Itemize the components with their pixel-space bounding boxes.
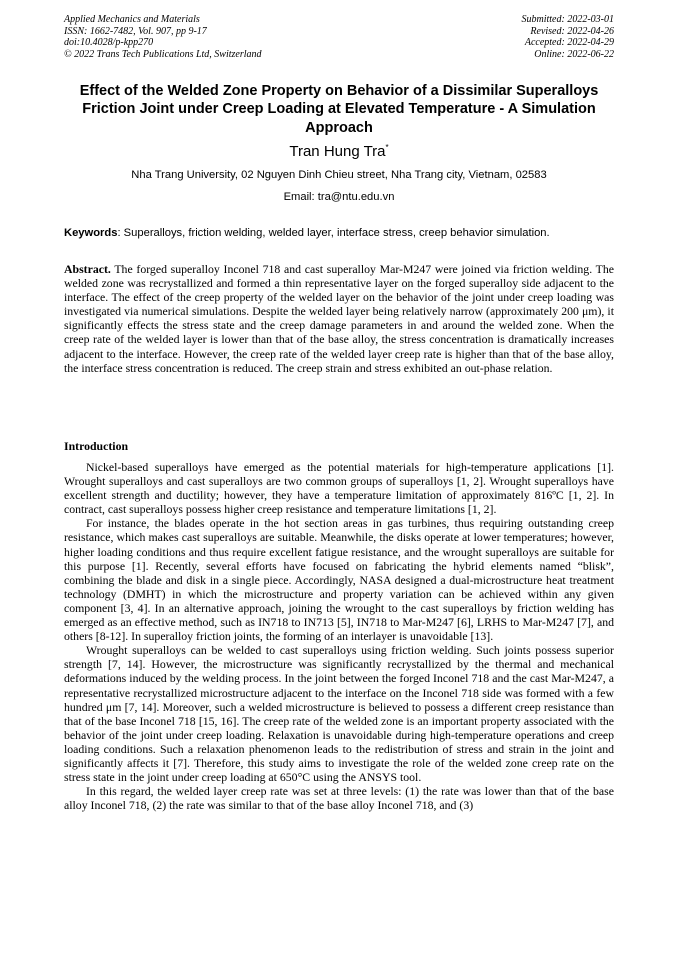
author-email: Email: tra@ntu.edu.vn — [283, 191, 395, 203]
paper-title: Effect of the Welded Zone Property on Behavior of a Dissimilar Superalloys Friction Joint under Creep Loading at Elevated Temperature - A Simulation Approach — [79, 83, 599, 136]
keywords — [64, 226, 616, 240]
abstract-text: The forged superalloy Inconel 718 and cast superalloy Mar-M247 were joined via friction welding. The welded zone was recrystallized and formed a thin representative layer on the forged superalloy side adjacent to the interface. The effect of the creep property of the welded layer on the behavior of the joint under creep loading was investigated via numerical simulations. Despite the welded layer being relatively narrow (approximately 200 μm), it significantly effects the stress state and the creep damage parameters in and around the welded zone. When the creep rate of the welded layer is lower than that of the base alloy, the stress concentration is dramatically increases adjacent to the interface. However, the creep rate of the welded layer creep rate is higher than that of the base alloy, the interface stress concentration is reduced. The creep strain and stress exhibited an out-phase relation. — [64, 262, 614, 375]
date-submitted: Submitted: 2022-03-01 — [521, 14, 614, 25]
abstract-label: Abstract. — [64, 262, 111, 276]
section-heading-introduction: Introduction — [64, 439, 129, 453]
intro-paragraph: Wrought superalloys can be welded to cast superalloys using friction welding. Such joints possess superior strength [7, 14]. However, the microstructure was significantly recrystallized by the thermal and mechanical deformations induced by the welding process. In the joint between the forged Inconel 718 and the cast Mar-M247, a representative recrystallized microstructure adjacent to the interface on the Inconel 718 side was formed with a few hundred μm [7, 14]. Moreover, such a welded microstructure is believed to possess a different creep resistance than that of the base Inconel 718 [15, 16]. The creep rate of the welded zone is an important property associated with the behavior of the joint under creep loading. Relaxation is unavoidable during high-temperature operations and creep loading conditions. Such a relaxation phenomenon leads to the redistribution of stress and strain in the joint and significantly affects it [7]. Therefore, this study aims to investigate the role of the welded zone creep rate on the stress state in the joint under creep loading at 650°C using the ANSYS tool. — [64, 643, 614, 785]
intro-paragraph: For instance, the blades operate in the hot section areas in gas turbines, thus requiring outstanding creep resistance, which makes cast superalloys are suitable. Meanwhile, the disks operate at lower temperatures; however, higher loading conditions and thus require excellent fatigue resistance, and the wrought superalloys are suitable for this purpose [1]. Recently, several efforts have focused on fabricating the hybrid elements named “blisk”, combining the blade and disk in a single piece. Accordingly, NASA designed a dual-microstructure heat treatment technology (DMHT) in which the microstructure and property variation can be achieved within any given component [3, 4]. In an alternative approach, joining the wrought to the cast superalloys by friction welding has emerged as an effective method, such as IN718 to IN713 [5], IN718 to Mar-M247 [6], LRHS to Mar-M247 [7], and others [8-12]. In superalloy friction joints, the forming of an interlayer is unavoidable [13]. — [64, 516, 614, 644]
keywords-text: : Superalloys, friction welding, welded layer, interface stress, creep behavior simulation. — [117, 227, 550, 239]
date-accepted: Accepted: 2022-04-29 — [524, 37, 614, 49]
intro-paragraph: In this regard, the welded layer creep rate was set at three levels: (1) the rate was lower than that of the base alloy Inconel 718, (2) the rate was similar to that of the base alloy Inconel 718, and (3) — [64, 784, 614, 813]
author-line — [0, 143, 678, 161]
introduction-body — [64, 460, 614, 812]
affiliation: Nha Trang University, 02 Nguyen Dinh Chieu street, Nha Trang city, Vietnam, 02583 — [131, 169, 547, 181]
date-revised: Revised: 2022-04-26 — [530, 25, 614, 37]
intro-paragraph: Nickel-based superalloys have emerged as the potential materials for high-temperature applications [1]. Wrought superalloys and cast superalloys are two common groups of superalloys [1, 2]. Wrought superalloys have excellent strength and ductility; however, they have a temperature limitation of approximately 816ºC [1, 2]. In contract, cast superalloys possess higher creep resistance and temperature limitations [1, 2]. — [64, 460, 614, 517]
journal-name: Applied Mechanics and Materials — [64, 14, 200, 25]
journal-issn: ISSN: 1662-7482, Vol. 907, pp 9-17 — [64, 25, 207, 37]
publication-dates — [522, 14, 615, 60]
author-name: Tran Hung Tra — [289, 143, 386, 160]
abstract — [64, 262, 614, 375]
journal-copyright: © 2022 Trans Tech Publications Ltd, Switzerland — [64, 48, 262, 60]
date-online: Online: 2022-06-22 — [534, 48, 614, 60]
author-marker: * — [385, 143, 389, 152]
journal-info — [64, 14, 262, 60]
keywords-label: Keywords — [64, 227, 118, 239]
journal-doi: doi:10.4028/p-kpp270 — [64, 37, 154, 49]
